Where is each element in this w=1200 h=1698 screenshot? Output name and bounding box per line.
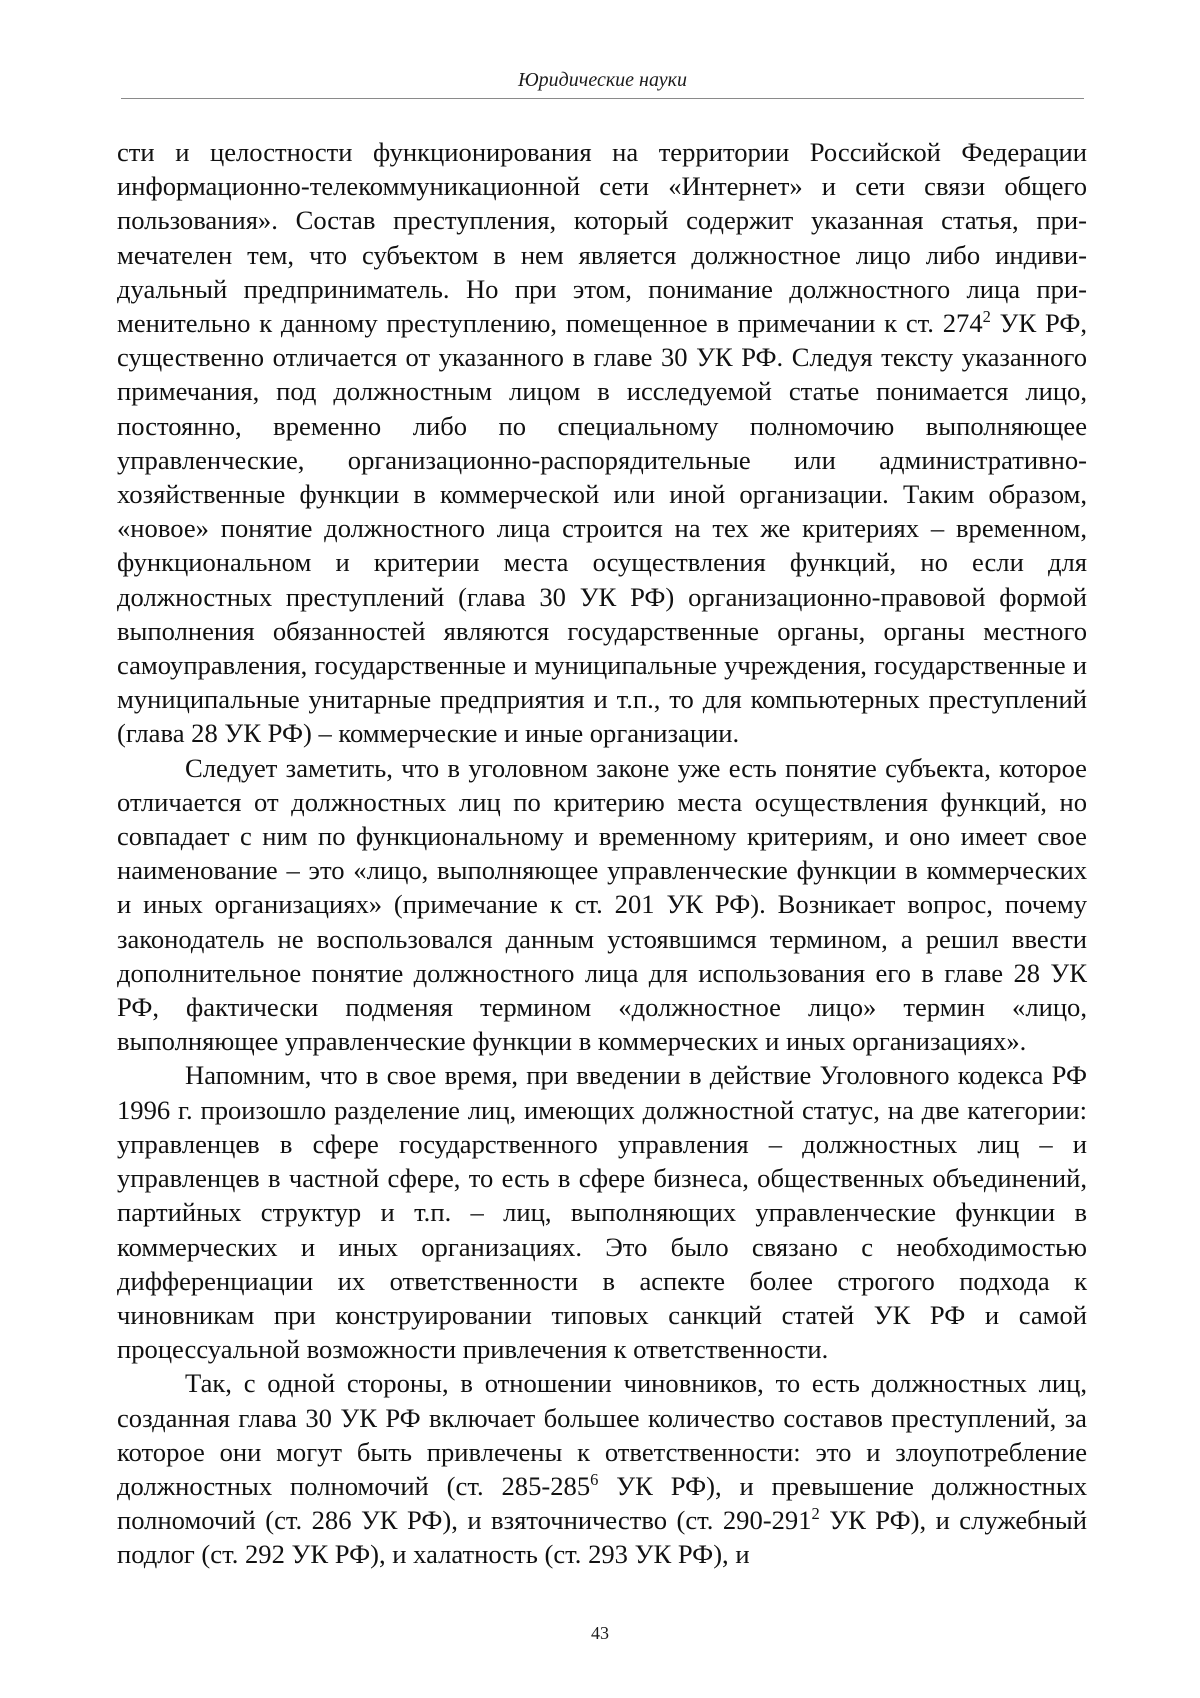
page-number: 43 [591, 1623, 609, 1643]
paragraph-4-text-a: Так, с одной стороны, в отношении чиновников, то есть должностных лиц, созданная глава 30 УК РФ включает большее количество составов преступлений, за которое они могут быть привлечены к ответственности: это и злоупотребление должностных полномочий (ст. 285-285 [117, 1368, 1087, 1501]
header-rule [121, 98, 1084, 99]
superscript-marker: 2 [982, 306, 991, 326]
paragraph-4 [117, 1366, 1087, 1571]
body-text [117, 135, 1087, 1572]
superscript-marker: 2 [811, 1503, 820, 1523]
running-title: Юридические науки [518, 69, 687, 91]
paragraph-1-text-a: сти и целостности функционирования на территории Российской Федерации информационно-телекоммуникационной сети «Интернет» и сети связи общего пользования». Состав преступления, который содержит указанная статья, примечателен тем, что субъектом в нем является должностное лицо либо индивидуальный предприниматель. Но при этом, понимание должностного лица применительно к данному преступлению, помещенное в примечании к ст. 274 [117, 137, 1087, 339]
superscript-marker: 6 [590, 1469, 599, 1489]
paragraph-4-text-c: УК РФ), и служебный подлог (ст. 292 УК РФ), и халатность (ст. 293 УК РФ), и [117, 1505, 1088, 1570]
paragraph-1-text-b: УК РФ, существенно отличается от указанного в главе 30 УК РФ. Следуя тексту указанного примечания, под должностным лицом в исследуемой статье понимается лицо, постоянно, временно либо по специальному полномочию выполняющее управленческие, организационно-распорядительные или административно-хозяйственные функции в коммерческой или иной организации. Таким образом, «новое» понятие должностного лица строится на тех же критериях – временном, функциональном и критерии места осуществления функций, но если для должностных преступлений (глава 30 УК РФ) организационно-правовой формой выполнения обязанностей являются государственные органы, органы местного самоуправления, государственные и муниципальные учреждения, государственные и муниципальные унитарные предприятия и т.п., то для компьютерных преступлений (глава 28 УК РФ) – коммерческие и иные организации. [117, 308, 1087, 749]
paragraph-3: Напомним, что в свое время, при введении в действие Уголовного кодекса РФ 1996 г. произошло разделение лиц, имеющих должностной статус, на две категории: управленцев в сфере государственного управления – должностных лиц – и управленцев в частной сфере, то есть в сфере бизнеса, общественных объединений, партийных структур и т.п. – лиц, выполняющих управленческие функции в коммерческих и иных организациях. Это было связано с необходимостью дифференциации их ответственности в аспекте более строгого подхода к чиновникам при конструировании типовых санкций статей УК РФ и самой процессуальной возможности привлечения к ответственности. [117, 1060, 1087, 1365]
paragraph-2: Следует заметить, что в уголовном законе уже есть понятие субъекта, которое отличается от должностных лиц по критерию места осуществления функций, но совпадает с ним по функциональному и временному критериям, и оно имеет свое наименование – это «лицо, выполняющее управленческие функции в коммерческих и иных организациях» (примечание к ст. 201 УК РФ). Возникает вопрос, почему законодатель не воспользовался данным устоявшимся термином, а решил ввести дополнительное понятие должностного лица для использования его в главе 28 УК РФ, фактически подменяя термином «должностное лицо» термин «лицо, выполняющее управленческие функции в коммерческих и иных организациях». [117, 752, 1087, 1057]
paragraph-4-text-b: УК РФ), и превышение должностных полномочий (ст. 286 УК РФ), и взяточничество (ст. 290-291 [117, 1470, 1087, 1536]
paragraph-1 [117, 135, 1087, 751]
